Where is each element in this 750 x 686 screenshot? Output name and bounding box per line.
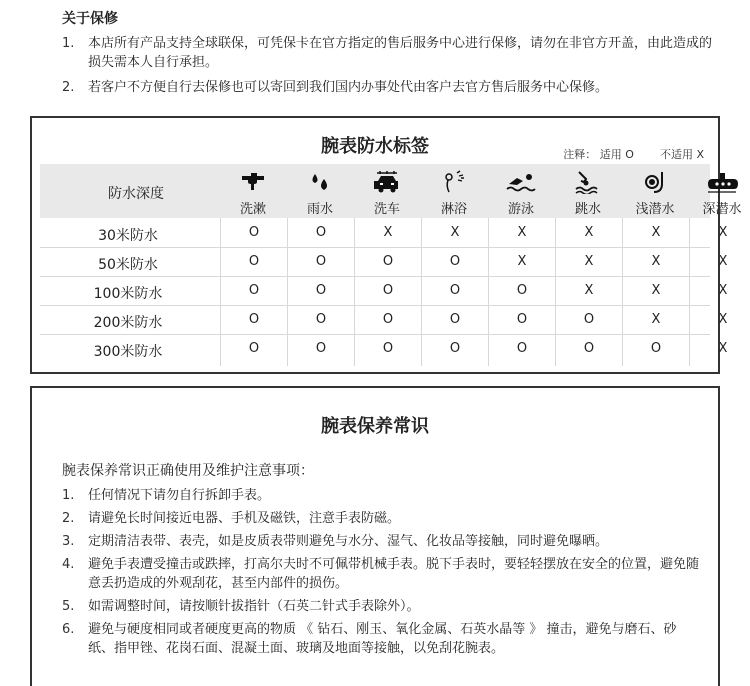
table-cell: O: [248, 283, 260, 298]
activity-car-wash: [354, 166, 420, 217]
activity-deep-diving: [689, 166, 750, 217]
table-cell: X: [584, 254, 594, 269]
activity-shower: [421, 166, 487, 217]
activity-swimming: [488, 166, 554, 217]
list-item: [62, 555, 702, 593]
table-cell: X: [718, 312, 728, 327]
waterproof-label-table: [30, 116, 742, 374]
table-cell: O: [449, 283, 461, 298]
table-cell: O: [382, 254, 394, 269]
table-cell: X: [584, 225, 594, 240]
table-cell: O: [315, 254, 327, 269]
list-item: [62, 597, 702, 616]
list-item: [62, 509, 702, 528]
activity-label: 浅潜水: [635, 202, 675, 217]
table-cell: O: [248, 341, 260, 356]
list-item: [62, 532, 702, 551]
activity-label: 游泳: [507, 202, 534, 217]
snorkel-mask-icon: [640, 170, 670, 194]
activity-label: 淋浴: [440, 202, 467, 217]
table-cell: X: [651, 225, 661, 240]
table-cell: O: [315, 312, 327, 327]
table-cell: X: [517, 225, 527, 240]
table-cell: O: [650, 341, 662, 356]
table-cell: O: [583, 312, 595, 327]
table-cell: X: [651, 254, 661, 269]
item-number: 6.: [62, 622, 75, 637]
table-header: [40, 164, 742, 218]
table-cell: X: [584, 283, 594, 298]
item-text: 如需调整时间，请按顺针拔指针（石英二针式手表除外）。: [88, 599, 420, 614]
table-cell: O: [382, 283, 394, 298]
activity-washing: [220, 166, 286, 217]
legend-suitable: 注释： 适用 O: [563, 148, 634, 161]
item-number: 2.: [62, 511, 75, 526]
item-text: 本店所有产品支持全球联保，可凭保卡在官方指定的售后服务中心进行保修，请勿在非官方开盖，由此造成的损失需本人自行承担。: [88, 36, 713, 70]
table-cell: O: [449, 341, 461, 356]
legend-unsuitable: 不适用 X: [659, 148, 704, 161]
table-cell: X: [718, 341, 728, 356]
item-text: 避免与硬度相同或者硬度更高的物质 《 钻石、刚玉、氧化金属、石英水晶等 》 撞击，避免与磨石、砂纸、指甲锉、花岗石面、混凝土面、玻璃及地面等接触，以免刮花腕表。: [88, 622, 677, 656]
activity-diving: [555, 166, 621, 217]
table-row: [32, 306, 728, 335]
depth-label: 200米防水: [93, 315, 163, 331]
table-cell: O: [382, 312, 394, 327]
table-row: [32, 248, 728, 277]
activity-label: 洗漱: [239, 202, 266, 217]
table-cell: X: [718, 225, 728, 240]
care-title: 腕表保养常识: [321, 416, 429, 437]
table-row: [32, 335, 728, 364]
item-number: 1.: [62, 488, 75, 503]
raindrops-icon: [306, 170, 334, 194]
warranty-section: [62, 8, 722, 103]
table-cell: O: [248, 225, 260, 240]
table-cell: O: [248, 312, 260, 327]
car-wash-icon: [372, 170, 402, 194]
table-cell: X: [651, 312, 661, 327]
faucet-icon: [239, 170, 267, 194]
header-depth-label: 防水深度: [108, 186, 164, 202]
legend: [537, 146, 704, 162]
care-subtitle: 腕表保养常识正确使用及维护注意事项：: [62, 463, 314, 479]
table-cell: O: [315, 341, 327, 356]
table-cell: X: [450, 225, 460, 240]
warranty-title: 关于保修: [62, 11, 118, 27]
care-list: [62, 486, 702, 662]
table-cell: O: [449, 312, 461, 327]
activity-label: 雨水: [306, 202, 333, 217]
activity-label: 深潜水: [702, 202, 742, 217]
table-cell: O: [382, 341, 394, 356]
table-cell: X: [651, 283, 661, 298]
activity-rain: [287, 166, 353, 217]
table-cell: X: [718, 283, 728, 298]
table-row: [32, 277, 728, 306]
table-cell: X: [517, 254, 527, 269]
depth-label: 30米防水: [98, 228, 158, 244]
table-cell: O: [516, 341, 528, 356]
activity-label: 洗车: [373, 202, 400, 217]
table-cell: X: [718, 254, 728, 269]
table-cell: O: [248, 254, 260, 269]
swimmer-icon: [505, 170, 537, 194]
table-row: [32, 219, 728, 248]
table-cell: O: [516, 312, 528, 327]
depth-label: 100米防水: [93, 286, 163, 302]
table-cell: O: [516, 283, 528, 298]
depth-label: 300米防水: [93, 344, 163, 360]
table-cell: X: [383, 225, 393, 240]
list-item: [62, 78, 722, 97]
list-item: [62, 34, 722, 72]
item-text: 若客户不方便自行去保修也可以寄回到我们国内办事处代由客户去官方售后服务中心保修。: [88, 80, 609, 95]
list-item: [62, 620, 702, 658]
table-cell: O: [583, 341, 595, 356]
item-text: 任何情况下请勿自行拆卸手表。: [88, 488, 271, 503]
shower-icon: [440, 170, 468, 194]
waterproof-title: 腕表防水标签: [321, 136, 429, 157]
table-cell: O: [315, 283, 327, 298]
item-number: 3.: [62, 534, 75, 549]
depth-label: 50米防水: [98, 257, 158, 273]
item-text: 避免手表遭受撞击或跌摔，打高尔夫时不可佩带机械手表。脱下手表时，要轻轻摆放在安全的位置，避免随意丢扔造成的外观刮花，甚至内部件的损伤。: [88, 557, 700, 591]
table-cell: O: [449, 254, 461, 269]
list-item: [62, 486, 702, 505]
watch-care-section: [30, 386, 720, 686]
warranty-list: [62, 34, 722, 97]
table-cell: O: [315, 225, 327, 240]
diver-icon: [573, 170, 603, 194]
item-text: 请避免长时间接近电器、手机及磁铁，注意手表防磁。: [88, 511, 401, 526]
activity-label: 跳水: [574, 202, 601, 217]
activity-snorkeling: [622, 166, 688, 217]
item-text: 定期清洁表带、表壳，如是皮质表带则避免与水分、湿气、化妆品等接触，同时避免曝晒。: [88, 534, 609, 549]
submarine-icon: [706, 170, 738, 194]
item-number: 1.: [62, 36, 75, 51]
item-number: 2.: [62, 80, 75, 95]
item-number: 5.: [62, 599, 75, 614]
item-number: 4.: [62, 557, 75, 572]
